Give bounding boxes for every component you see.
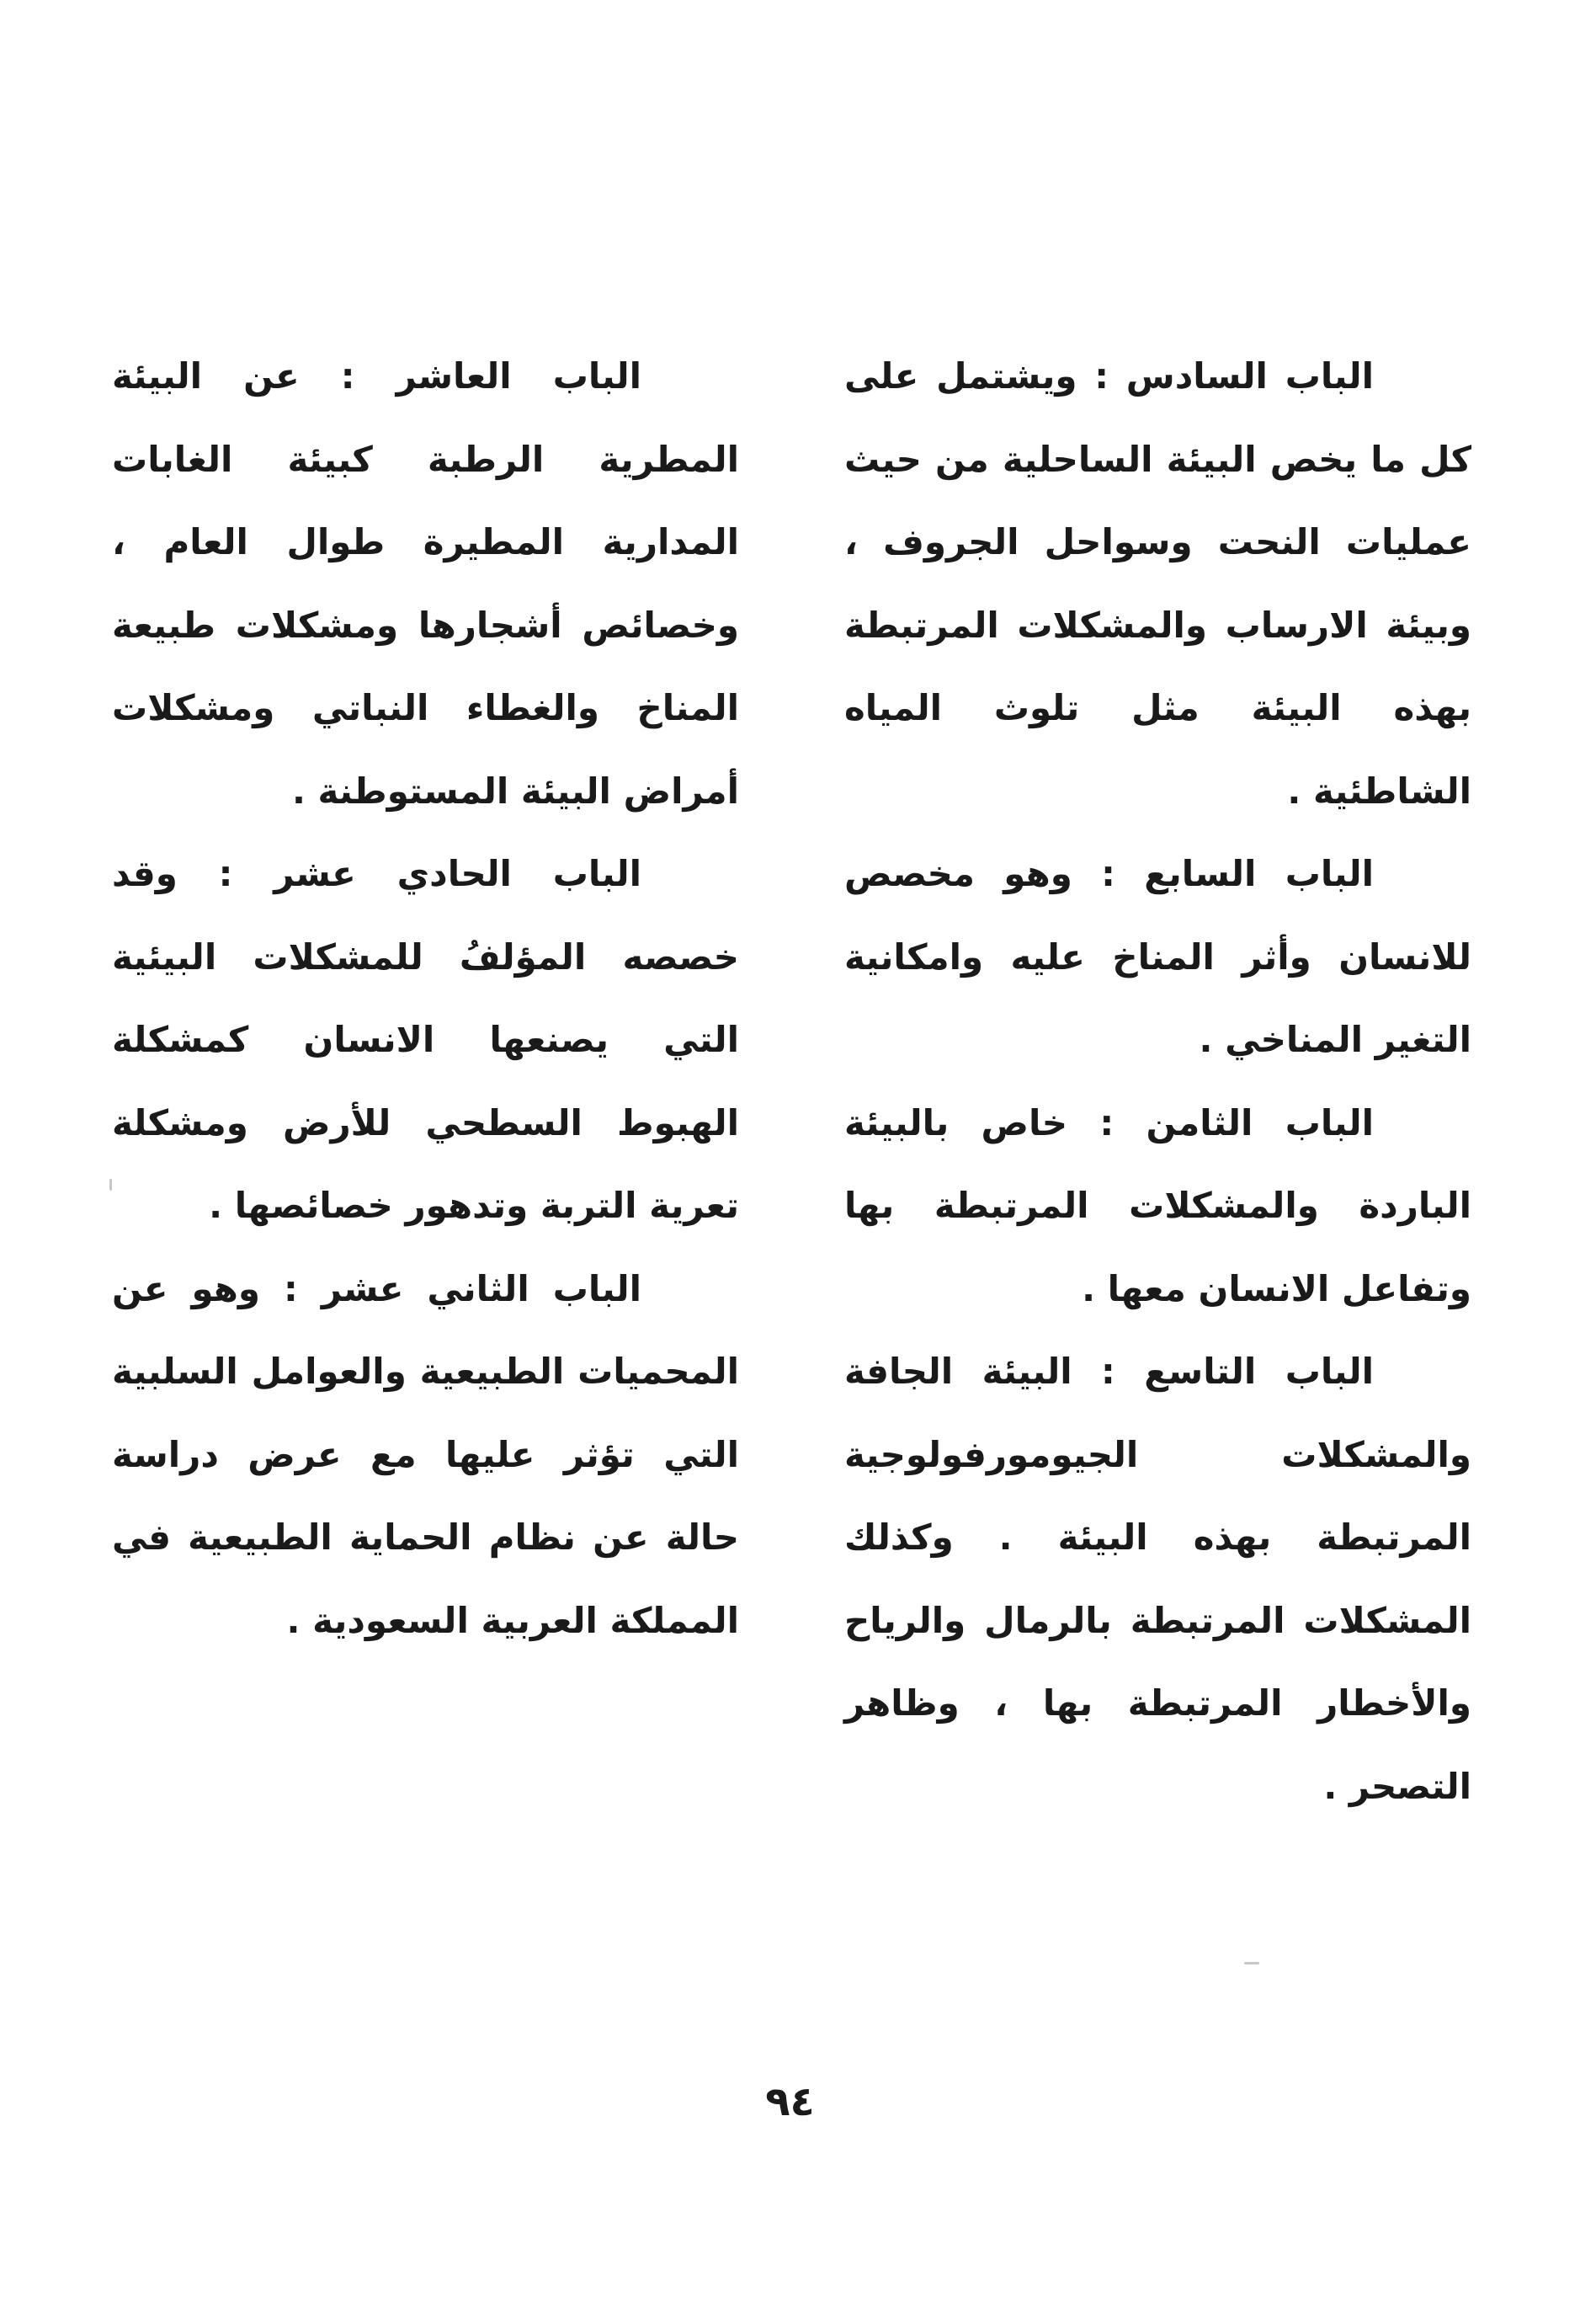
paragraph-chapter-7: الباب السابع : وهو مخصص للانسان وأثر المناخ عليه وامكانية التغير المناخي . [844,853,1471,1060]
paragraph-chapter-9: الباب التاسع : البيئة الجافة والمشكلات الجيومورفولوجية المرتبطة بهذه البيئة . وكذلك المشكلات المرتبطة بالرمال والرياح والأخطار المرتبطة بها ، وظاهر التصحر . [844,1351,1471,1807]
page-number: ٩٤ [765,2078,815,2125]
scan-speck [109,1179,112,1191]
paragraph-chapter-11: الباب الحادي عشر : وقد خصصه المؤلفُ للمشكلات البيئية التي يصنعها الانسان كمشكلة الهبوط السطحي للأرض ومشكلة تعرية التربة وتدهور خصائصها . [112,853,739,1226]
left-text-column [112,335,739,1662]
scan-speck [1244,1962,1259,1964]
paragraph-chapter-6: الباب السادس : ويشتمل على كل ما يخص البيئة الساحلية من حيث عمليات النحت وسواحل الجروف ، وبيئة الارساب والمشكلات المرتبطة بهذه البيئة مثل تلوث المياه الشاطئية . [844,355,1471,812]
paragraph-chapter-8: الباب الثامن : خاص بالبيئة الباردة والمشكلات المرتبطة بها وتفاعل الانسان معها . [844,1101,1471,1309]
paragraph-chapter-10: الباب العاشر : عن البيئة المطرية الرطبة كبيئة الغابات المدارية المطيرة طوال العام ، وخصائص أشجارها ومشكلات طبيعة المناخ والغطاء النباتي ومشكلات أمراض البيئة المستوطنة . [112,355,739,812]
right-text-column [844,335,1471,1828]
paragraph-chapter-12: الباب الثاني عشر : وهو عن المحميات الطبيعية والعوامل السلبية التي تؤثر عليها مع عرض دراسة حالة عن نظام الحماية الطبيعية في المملكة العربية السعودية . [112,1267,739,1641]
